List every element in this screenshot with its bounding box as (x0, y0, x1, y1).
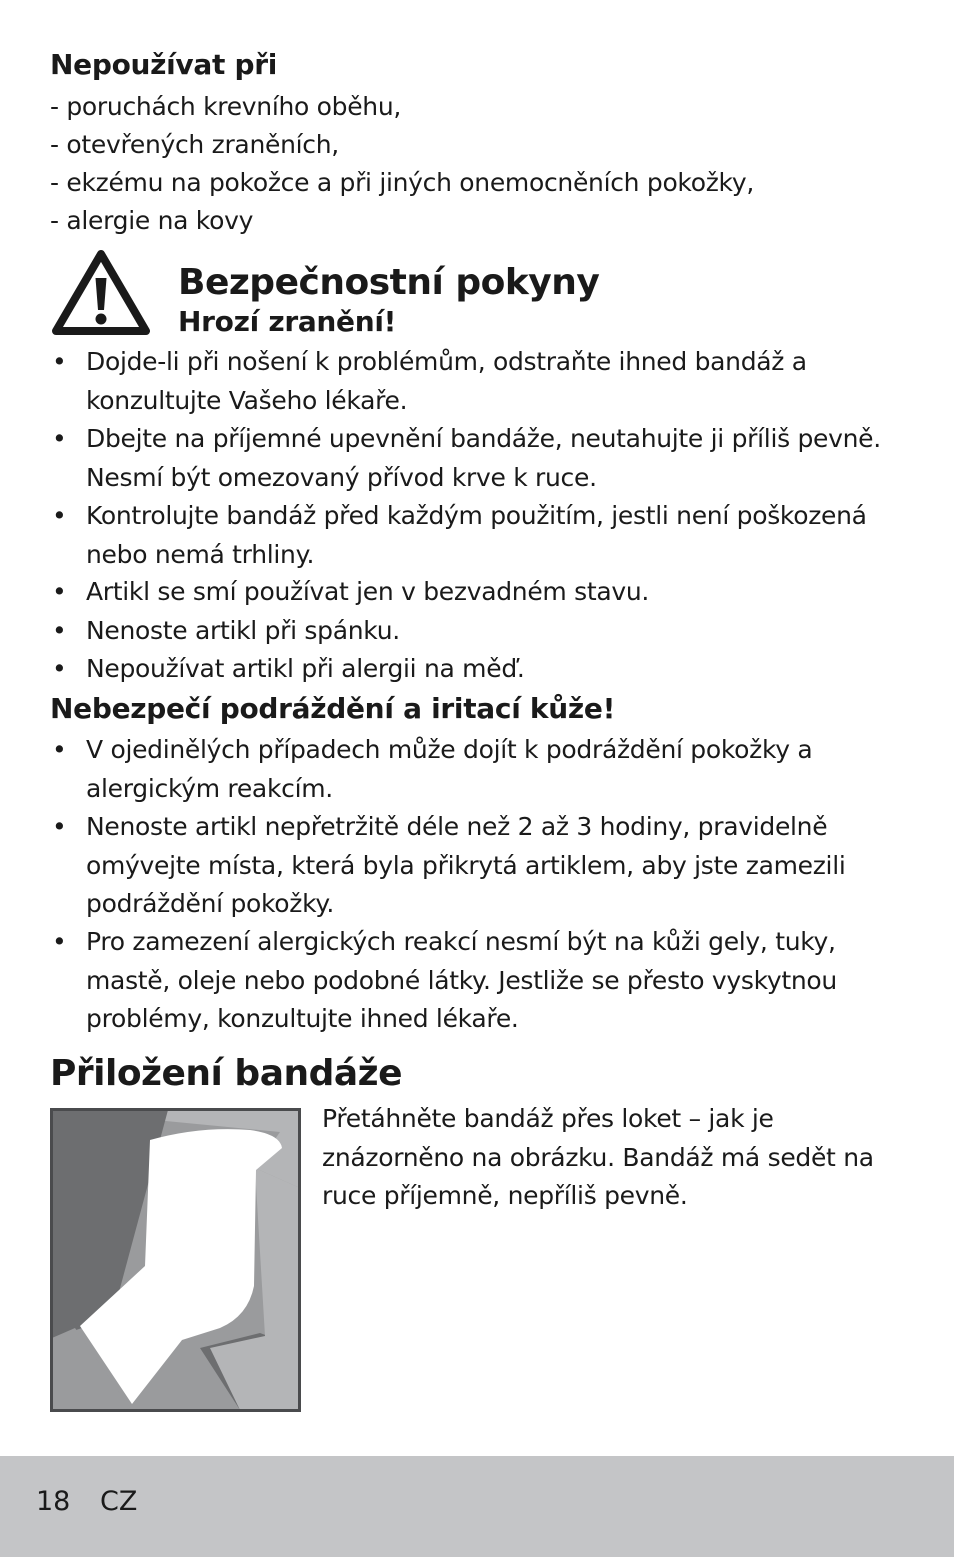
page-number: 18 (36, 1486, 71, 1517)
safety-item-text: Nenoste artikl při spánku. (86, 616, 400, 645)
irritation-item-text: Pro zamezení alergických reakcí nesmí být na kůži gely, tuky, mastě, oleje nebo podobné látky. Jestliže se přesto vyskytnou problémy, konzultujte ihned lékaře. (86, 927, 837, 1033)
bullet-icon: • (52, 927, 67, 956)
bullet-icon: • (52, 616, 67, 645)
irritation-item-text: V ojedinělých případech může dojít k podráždění pokožky a alergickým reakcím. (86, 735, 813, 803)
bullet-icon: • (52, 812, 67, 841)
bullet-icon: • (52, 347, 67, 376)
elbow-bandage-illustration (50, 1108, 301, 1412)
bullet-icon: • (52, 424, 67, 453)
warning-triangle-icon (50, 248, 152, 336)
language-code: CZ (100, 1486, 138, 1517)
bullet-icon: • (52, 654, 67, 683)
page-footer (0, 1456, 954, 1557)
contraindication-item: - alergie na kovy (50, 206, 254, 235)
safety-item-text: Dbejte na příjemné upevnění bandáže, neutahujte ji příliš pevně. Nesmí být omezovaný přívod krve k ruce. (86, 424, 881, 492)
irritation-heading: Nebezpečí podráždění a iritací kůže! (50, 692, 616, 725)
safety-item-text: Kontrolujte bandáž před každým použitím, jestli není poškozená nebo nemá trhliny. (86, 501, 867, 569)
safety-item-text: Artikl se smí používat jen v bezvadném stavu. (86, 577, 650, 606)
irritation-item-text: Nenoste artikl nepřetržitě déle než 2 až 3 hodiny, pravidelně omývejte místa, která byla přikrytá artiklem, aby jste zamezili podráždění pokožky. (86, 812, 846, 918)
contraindication-item: - otevřených zraněních, (50, 130, 339, 159)
safety-item-text: Dojde-li při nošení k problémům, odstraňte ihned bandáž a konzultujte Vašeho lékaře. (86, 347, 807, 415)
contraindication-item: - poruchách krevního oběhu, (50, 92, 402, 121)
contraindication-item: - ekzému na pokožce a při jiných onemocněních pokožky, (50, 168, 754, 197)
bullet-icon: • (52, 577, 67, 606)
contraindications-heading: Nepoužívat při (50, 48, 278, 81)
safety-item-text: Nepoužívat artikl při alergii na měď. (86, 654, 525, 683)
application-heading: Přiložení bandáže (50, 1053, 403, 1094)
bullet-icon: • (52, 501, 67, 530)
bullet-icon: • (52, 735, 67, 764)
application-text: Přetáhněte bandáž přes loket – jak je znázorněno na obrázku. Bandáž má sedět na ruce příjemně, nepříliš pevně. (322, 1104, 874, 1210)
safety-title: Bezpečnostní pokyny (178, 262, 600, 303)
safety-subtitle: Hrozí zranění! (178, 305, 397, 338)
